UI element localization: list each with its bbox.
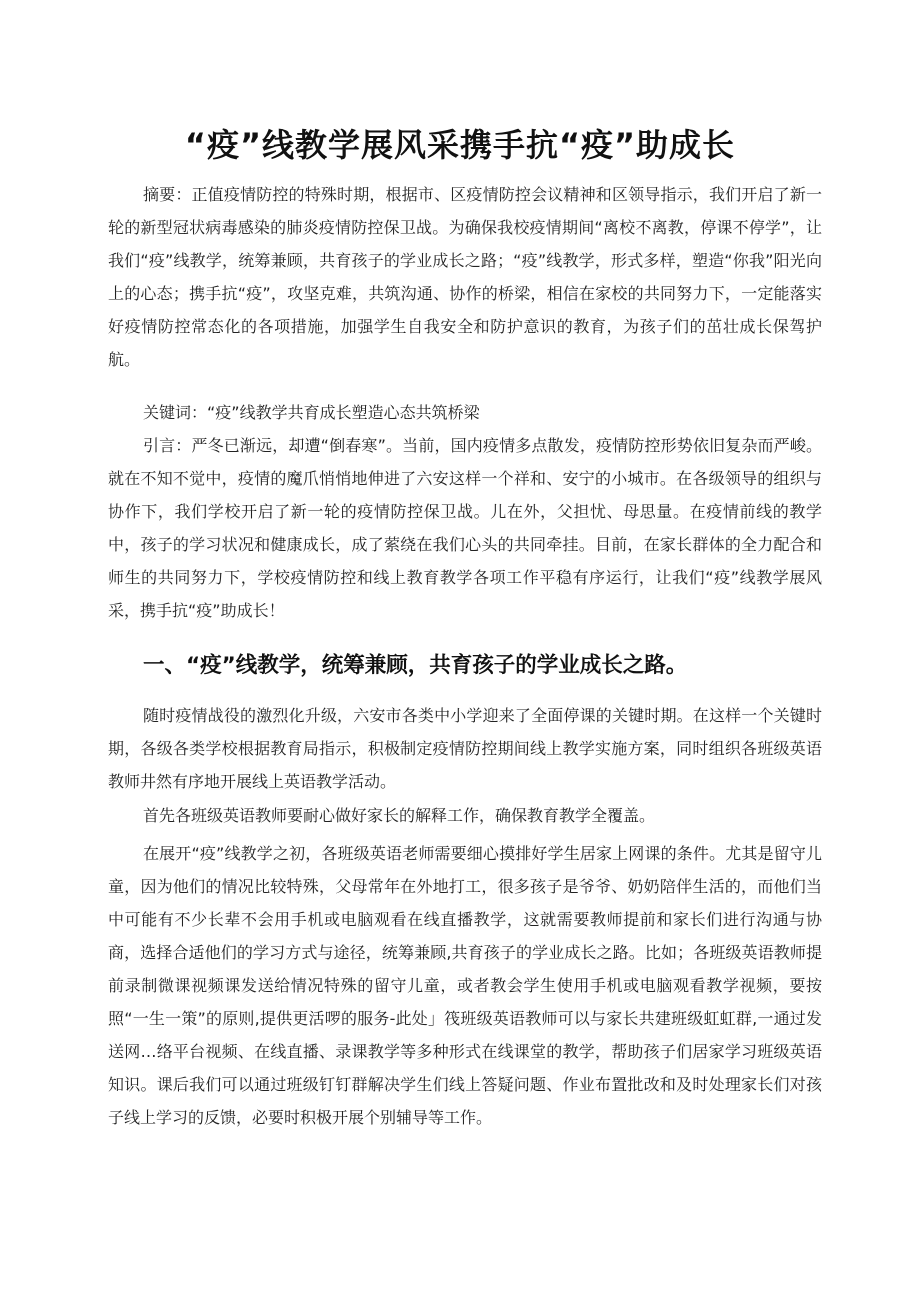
keywords-paragraph: 关键词：“疫”线教学共育成长塑造心态共筑桥梁 — [143, 403, 480, 422]
section-heading: 一、“疫”线教学，统筹兼顾，共育孩子的学业成长之路。 — [143, 653, 688, 678]
page-title: “疫”线教学展风采携手抗“疫”助成长 — [184, 126, 736, 165]
section-paragraph-2: 首先各班级英语教师要耐心做好家长的解释工作，确保教育教学全覆盖。 — [143, 806, 656, 825]
introduction-paragraph: 引言：严冬已渐远，却遭“倒春寒”。当前，国内疫情多点散发，疫情防控形势依旧复杂而严峻。就在不知不觉中，疫情的魔爪悄悄地伸进了六安这样一个祥和、安宁的小城市。在各级领导的组织与协作下，我们学校开启了新一轮的疫情防控保卫战。儿在外，父担忧、母思量。在疫情前线的教学中，孩子的学习状况和健康成长，成了萦绕在我们心头的共同牵挂。目前，在家长群体的全力配合和师生的共同努力下，学校疫情防控和线上教育教学各项工作平稳有序运行，让我们“疫”线教学展风采，携手抗“疫”助成长！ — [108, 436, 822, 620]
abstract-paragraph: 摘要：正值疫情防控的特殊时期，根据市、区疫情防控会议精神和区领导指示，我们开启了新一轮的新型冠状病毒感染的肺炎疫情防控保卫战。为确保我校疫情期间“离校不离教，停课不停学”，让我们“疫”线教学，统筹兼顾，共育孩子的学业成长之路；“疫”线教学，形式多样，塑造“你我”阳光向上的心态；携手抗“疫”，攻坚克难，共筑沟通、协作的桥梁，相信在家校的共同努力下，一定能落实好疫情防控常态化的各项措施，加强学生自我安全和防护意识的教育，为孩子们的茁壮成长保驾护航。 — [108, 185, 822, 369]
section-paragraph-3: 在展开“疫”线教学之初，各班级英语老师需要细心摸排好学生居家上网课的条件。尤其是留守儿童，因为他们的情况比较特殊，父母常年在外地打工，很多孩子是爷爷、奶奶陪伴生活的，而他们当中可能有不少长辈不会用手机或电脑观看在线直播教学，这就需要教师提前和家长们进行沟通与协商，选择合适他们的学习方式与途径，统筹兼顾,共育孩子的学业成长之路。比如；各班级英语教师提前录制微课视频课发送给情况特殊的留守儿童，或者教会学生使用手机或电脑观看教学视频，要按照“一生一策”的原则,提供更活啰的服务-此处」筏班级英语教师可以与家长共建班级虹虹群,一通过发送网…络平台视频、在线直播、录课教学等多种形式在线课堂的教学，帮助孩子们居家学习班级英语知识。课后我们可以通过班级钉钉群解决学生们线上答疑问题、作业布置批改和及时处理家长们对孩子线上学习的反馈，必要时积极开展个别辅导等工作。 — [108, 844, 822, 1127]
section-paragraph-1: 随时疫情战役的激烈化升级，六安市各类中小学迎来了全面停课的关键时期。在这样一个关键时期，各级各类学校根据教育局指示，积极制定疫情防控期间线上教学实施方案，同时组织各班级英语教师井然有序地开展线上英语教学活动。 — [108, 706, 822, 791]
